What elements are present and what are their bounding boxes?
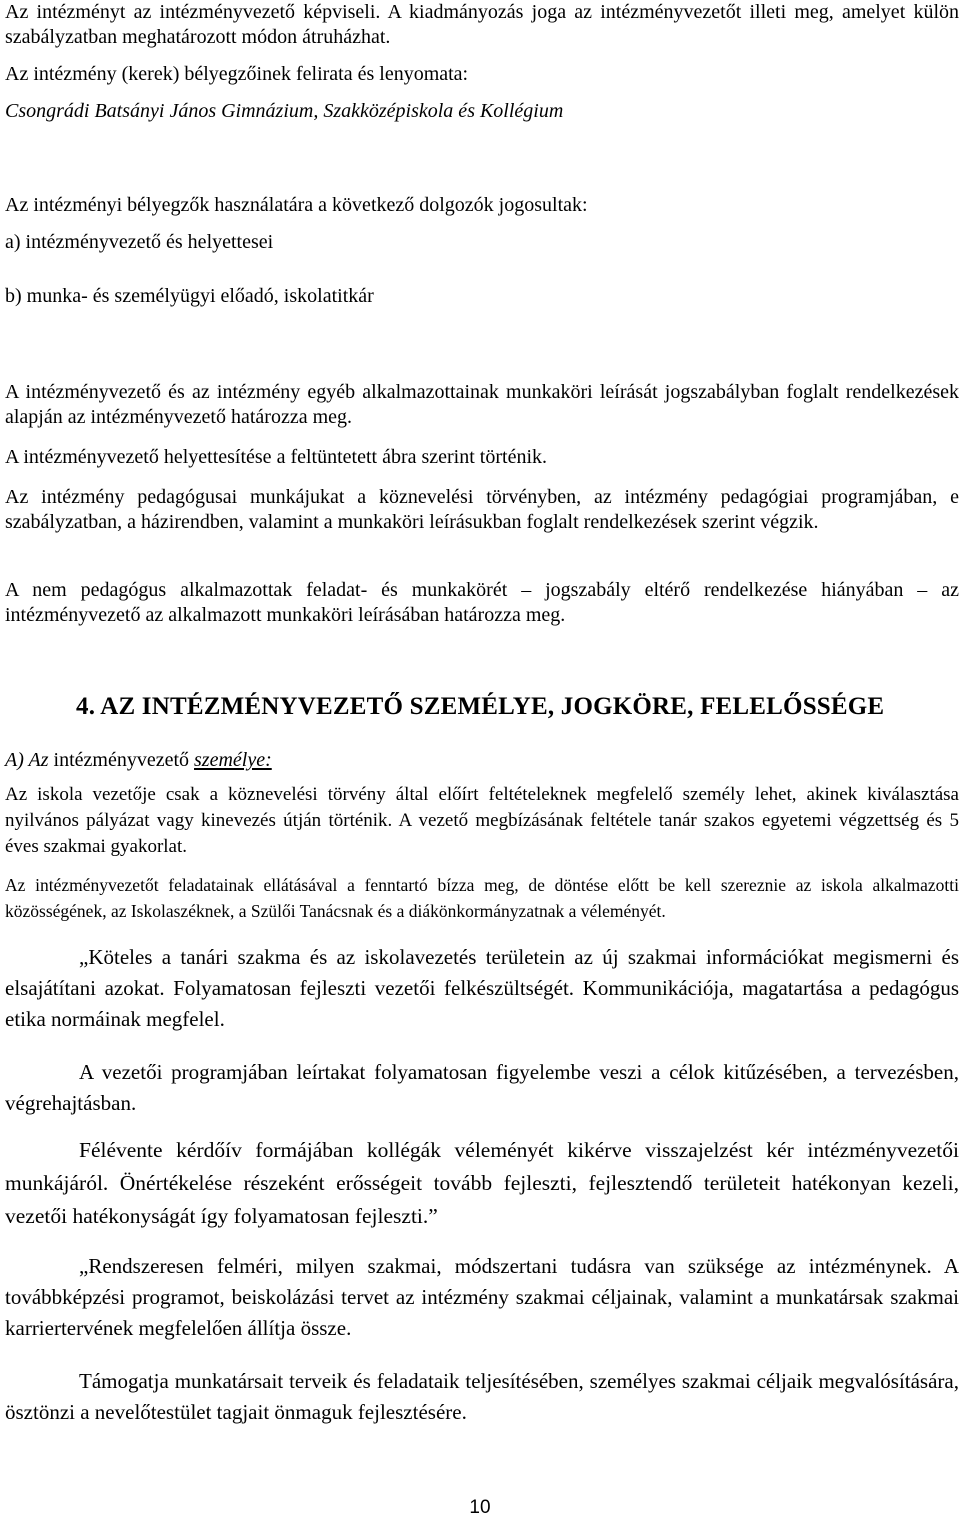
list-item-a: a) intézményvezető és helyettesei [5,231,274,253]
paragraph-stamp-intro: Az intézmény (kerek) bélyegzőinek felirata és lenyomata: [5,63,469,85]
stamp-inscription: Csongrádi Batsányi János Gimnázium, Szakközépiskola és Kollégium [5,100,564,122]
paragraph-quote-4: „Rendszeresen felméri, milyen szakmai, módszertani tudásra van szüksége az intézménynek. A továbbképzési programot, beiskolázási tervet az intézmény szakmai céljainak, valamint a munkatársak szakmai karriertervének megfelelően állítja össze. [5,1254,959,1340]
list-item-b: b) munka- és személyügyi előadó, iskolatitkár [5,285,374,307]
subsection-suffix: személye: [194,749,272,771]
section-heading: 4. AZ INTÉZMÉNYVEZETŐ SZEMÉLYE, JOGKÖRE, FELELŐSSÉGE [76,693,885,720]
page-number: 10 [469,1497,491,1518]
subsection-prefix: A) Az [5,749,49,771]
subsection-middle: intézményvezető [48,749,195,771]
paragraph-deputy: A intézményvezető helyettesítése a feltüntetett ábra szerint történik. [5,446,548,468]
paragraph-job-descriptions: A intézményvezető és az intézmény egyéb alkalmazottainak munkaköri leírását jogszabályban foglalt rendelkezések alapján az intézményvezető határozza meg. [5,381,959,428]
paragraph-quote-3: Félévente kérdőív formájában kollégák véleményét kikérve visszajelzést kér intézményvezetői munkájáról. Önértékelése részeként erősségeit tovább fejleszti, fejlesztendő területeit hatékonyan kezeli, vezetői hatékonyságát így folyamatosan fejleszti.” [5,1138,959,1228]
paragraph-teachers: Az intézmény pedagógusai munkájukat a köznevelési törvényben, az intézmény pedagógiai programjában, e szabályzatban, a házirendben, valamint a munkaköri leírásukban foglalt rendelkezések szerint végzik. [5,486,959,533]
paragraph-head-requirements: Az iskola vezetője csak a köznevelési törvény által előírt feltételeknek megfelelő személy lehet, akinek kiválasztása nyilvános pályázat vagy kinevezés útján történik. A vezető megbízásának feltétele tanár szakos egyetemi végzettség és 5 éves szakmai gyakorlat. [5,784,959,857]
paragraph-appointment: Az intézményvezetőt feladatainak ellátásával a fenntartó bízza meg, de döntése előtt be kell szereznie az iskola alkalmazotti közösségének, az Iskolaszéknek, a Szülői Tanácsnak és a diákönkormányzatnak a véleményét. [5,875,959,921]
paragraph-quote-2: A vezetői programjában leírtakat folyamatosan figyelembe veszi a célok kitűzésében, a tervezésben, végrehajtásban. [5,1060,959,1115]
paragraph-non-teachers: A nem pedagógus alkalmazottak feladat- és munkakörét – jogszabály eltérő rendelkezése hiányában – az intézményvezető az alkalmazott munkaköri leírásában határozza meg. [5,579,959,626]
paragraph-representation: Az intézményt az intézményvezető képviseli. A kiadmányozás joga az intézményvezetőt illeti meg, amelyet külön szabályzatban meghatározott módon átruházhat. [5,1,959,48]
paragraph-stamp-users: Az intézményi bélyegzők használatára a következő dolgozók jogosultak: [5,194,588,216]
paragraph-quote-5: Támogatja munkatársait terveik és feladataik teljesítésében, személyes szakmai céljaik megvalósítására, ösztönzi a nevelőtestület tagjait önmaguk fejlesztésére. [5,1369,959,1424]
subsection-heading [5,748,959,773]
paragraph-quote-1: „Köteles a tanári szakma és az iskolavezetés területein az új szakmai információkat megismerni és elsajátítani azokat. Folyamatosan fejleszti vezetői felkészültségét. Kommunikációja, magatartása a pedagógus etika normáinak megfelel. [5,945,959,1031]
